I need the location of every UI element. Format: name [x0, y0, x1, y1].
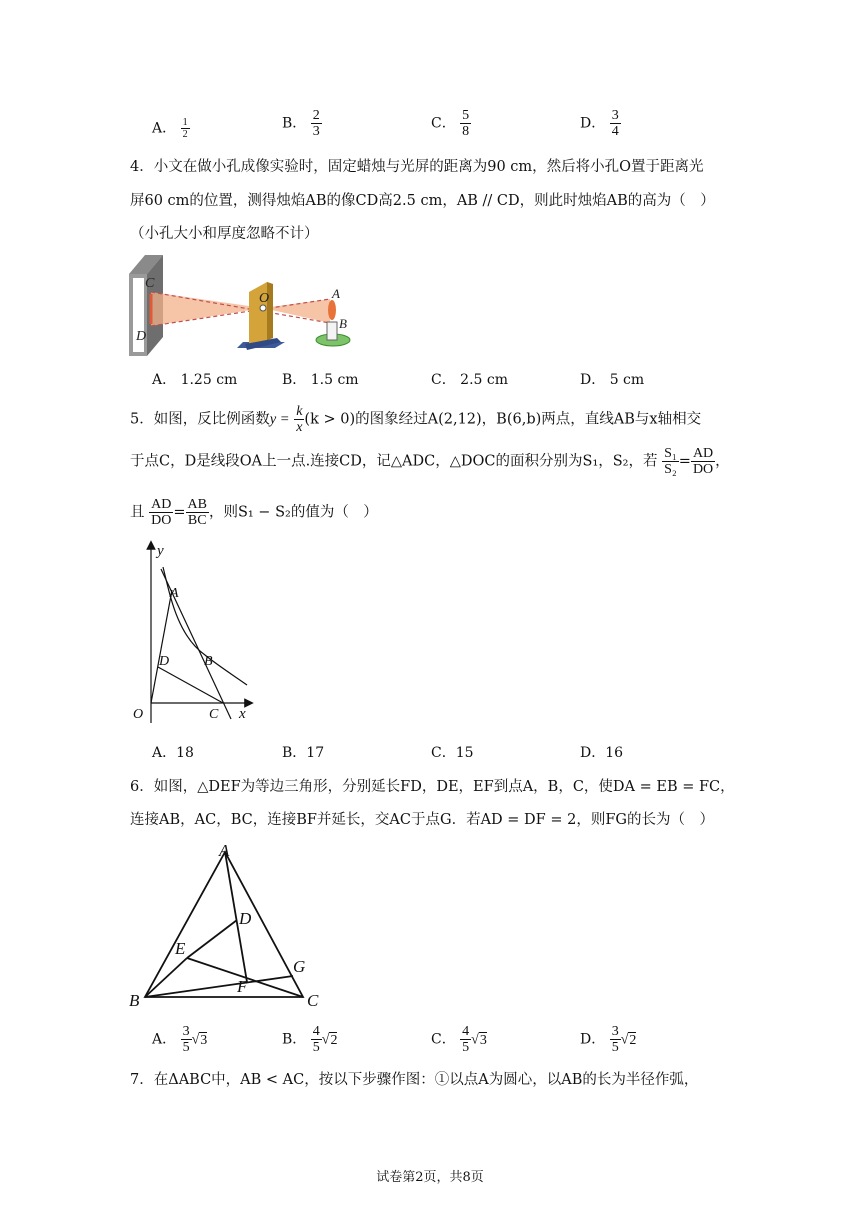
numerator: 3 — [182, 1024, 190, 1039]
q3-option-d — [580, 108, 621, 139]
q5-option-c — [431, 743, 474, 763]
option-letter: A． — [152, 745, 177, 761]
page-footer: 试卷第2页，共8页 — [376, 1170, 484, 1185]
label-f: F — [237, 977, 248, 996]
q3-option-a — [152, 117, 190, 140]
option-letter: C． — [431, 745, 456, 761]
denominator: 5 — [462, 1040, 470, 1055]
denominator: 5 — [182, 1040, 190, 1055]
numerator: AD — [151, 497, 172, 512]
q3-option-b — [282, 108, 322, 139]
text: 且 — [130, 504, 145, 521]
option-letter: A． — [152, 1031, 177, 1048]
text: (k > 0)的图象经过A(2,12)，B(6,b)两点，直线AB与x轴相交 — [304, 411, 702, 428]
option-text: 1.25 cm — [180, 372, 238, 388]
label-b: B — [129, 991, 140, 1010]
label-d: D — [136, 329, 147, 344]
numerator: 2 — [312, 108, 320, 123]
label-o: O — [259, 291, 270, 306]
candle-flame — [328, 300, 336, 320]
numerator: AD — [692, 446, 714, 461]
label-y: y — [157, 543, 164, 559]
option-text: 16 — [605, 745, 624, 761]
fraction — [460, 108, 471, 139]
segment-oa — [151, 590, 172, 703]
fraction — [662, 446, 679, 477]
fraction — [181, 1024, 192, 1055]
label-c: C — [209, 707, 219, 722]
fraction — [311, 1024, 322, 1055]
option-letter: D． — [580, 372, 606, 388]
option-letter: A． — [152, 372, 177, 388]
q5-graph-figure — [125, 535, 260, 735]
q5-line-1 — [130, 404, 701, 435]
q4-line-3: （小孔大小和厚度忽略不计） — [130, 226, 319, 242]
text: 5．如图，反比例函数 — [130, 411, 270, 428]
option-text: 15 — [455, 745, 474, 761]
label-g: G — [293, 957, 306, 976]
q6-triangle-figure — [125, 840, 335, 1010]
denominator: 4 — [611, 124, 619, 139]
radical: √3 — [191, 1032, 208, 1048]
q6-option-c — [431, 1024, 487, 1055]
text: ， — [715, 453, 730, 470]
option-text: 5 cm — [609, 372, 645, 388]
denominator: 5 — [312, 1040, 320, 1055]
option-letter: D． — [580, 745, 606, 761]
denominator: DO — [151, 513, 172, 528]
fraction — [181, 117, 190, 140]
label-c: C — [307, 991, 319, 1010]
radicand: 2 — [629, 1032, 637, 1048]
option-letter: B． — [282, 745, 307, 761]
q5-option-d — [580, 743, 623, 763]
denominator: BC — [187, 513, 207, 528]
option-letter: C． — [431, 115, 456, 132]
q4-option-d — [580, 370, 644, 390]
q6-option-a — [152, 1024, 207, 1055]
light-beam-right — [263, 299, 330, 323]
denominator: DO — [692, 462, 714, 477]
segment-de — [187, 920, 237, 958]
option-letter: C． — [431, 1031, 456, 1048]
fraction — [460, 1024, 471, 1055]
denominator: 5 — [611, 1040, 619, 1055]
q6-option-d — [580, 1024, 636, 1055]
label-e: E — [175, 939, 186, 958]
q4-option-b — [282, 370, 359, 390]
q3-option-c — [431, 108, 471, 139]
radicand: 3 — [200, 1032, 208, 1048]
q6-line-2: 连接AB，AC，BC，连接BF并延长，交AC于点G．若AD = DF = 2，则FG的长为（ ） — [130, 812, 714, 828]
q4-line-1: 4．小文在做小孔成像实验时，固定蜡烛与光屏的距离为90 cm，然后将小孔O置于距离光 — [130, 159, 704, 175]
fraction — [294, 404, 304, 435]
text: 于点C，D是线段OA上一点.连接CD，记△ADC，△DOC的面积分别为S₁，S₂，若 — [130, 453, 658, 470]
option-letter: C． — [431, 372, 456, 388]
fraction — [186, 497, 209, 528]
option-text: 18 — [176, 745, 194, 761]
light-beam-left — [151, 292, 263, 326]
label-d: D — [159, 654, 170, 669]
denominator: S₂ — [664, 462, 677, 477]
math: y = — [269, 411, 290, 428]
denominator: x — [296, 420, 303, 435]
q5-option-a — [152, 743, 194, 763]
option-letter: B． — [282, 372, 307, 388]
option-letter: A． — [152, 120, 177, 137]
q6-option-b — [282, 1024, 337, 1055]
numerator: S₁ — [664, 446, 677, 461]
fraction — [610, 108, 621, 139]
denominator: 8 — [462, 124, 470, 139]
radical: √2 — [321, 1032, 338, 1048]
q4-option-c — [431, 370, 508, 390]
numerator: 3 — [611, 108, 619, 123]
option-letter: B． — [282, 115, 307, 132]
label-o: O — [133, 707, 144, 722]
label-x: x — [239, 706, 246, 722]
fraction — [149, 497, 173, 528]
q4-line-2: 屏60 cm的位置，测得烛焰AB的像CD高2.5 cm，AB // CD，则此时烛焰AB的高为（ ） — [130, 193, 715, 209]
fraction — [691, 446, 715, 477]
q6-line-1: 6．如图，△DEF为等边三角形，分别延长FD，DE，EF到点A，B，C，使DA = EB = FC， — [130, 779, 735, 795]
segment-dc — [158, 667, 223, 703]
label-b: B — [204, 654, 213, 669]
candle-body — [327, 322, 337, 340]
numerator: 3 — [611, 1024, 619, 1039]
q5-option-b — [282, 743, 324, 763]
option-text: 2.5 cm — [460, 372, 509, 388]
label-b: B — [339, 316, 347, 331]
label-d: D — [239, 909, 252, 928]
fraction — [311, 108, 322, 139]
q4-option-a — [152, 370, 237, 390]
radicand: 2 — [330, 1032, 338, 1048]
label-a: A — [170, 586, 179, 601]
fraction — [610, 1024, 621, 1055]
radical: √2 — [620, 1032, 637, 1048]
q5-line-2 — [130, 446, 730, 477]
option-text: 17 — [306, 745, 325, 761]
math: = — [678, 453, 691, 470]
text: ，则S₁ − S₂的值为（ ） — [208, 504, 378, 521]
numerator: 4 — [462, 1024, 470, 1039]
label-a: A — [219, 841, 230, 860]
denominator: 2 — [182, 129, 188, 140]
q7-line-1: 7．在ΔABC中，AB < AC，按以下步骤作图：①以点A为圆心，以AB的长为半径作弧， — [130, 1072, 699, 1088]
q4-pinhole-figure — [125, 252, 360, 362]
numerator: 4 — [312, 1024, 320, 1039]
option-text: 1.5 cm — [310, 372, 359, 388]
label-a: A — [332, 286, 340, 301]
q5-line-3 — [130, 497, 378, 528]
numerator: k — [296, 404, 303, 419]
option-letter: D． — [580, 115, 606, 132]
numerator: 1 — [182, 117, 188, 128]
denominator: 3 — [312, 124, 320, 139]
label-c: C — [145, 276, 155, 291]
radicand: 3 — [479, 1032, 487, 1048]
math: = — [173, 504, 186, 521]
numerator: AB — [187, 497, 207, 512]
option-letter: D． — [580, 1031, 606, 1048]
numerator: 5 — [462, 108, 470, 123]
option-letter: B． — [282, 1031, 307, 1048]
radical: √3 — [471, 1032, 487, 1048]
